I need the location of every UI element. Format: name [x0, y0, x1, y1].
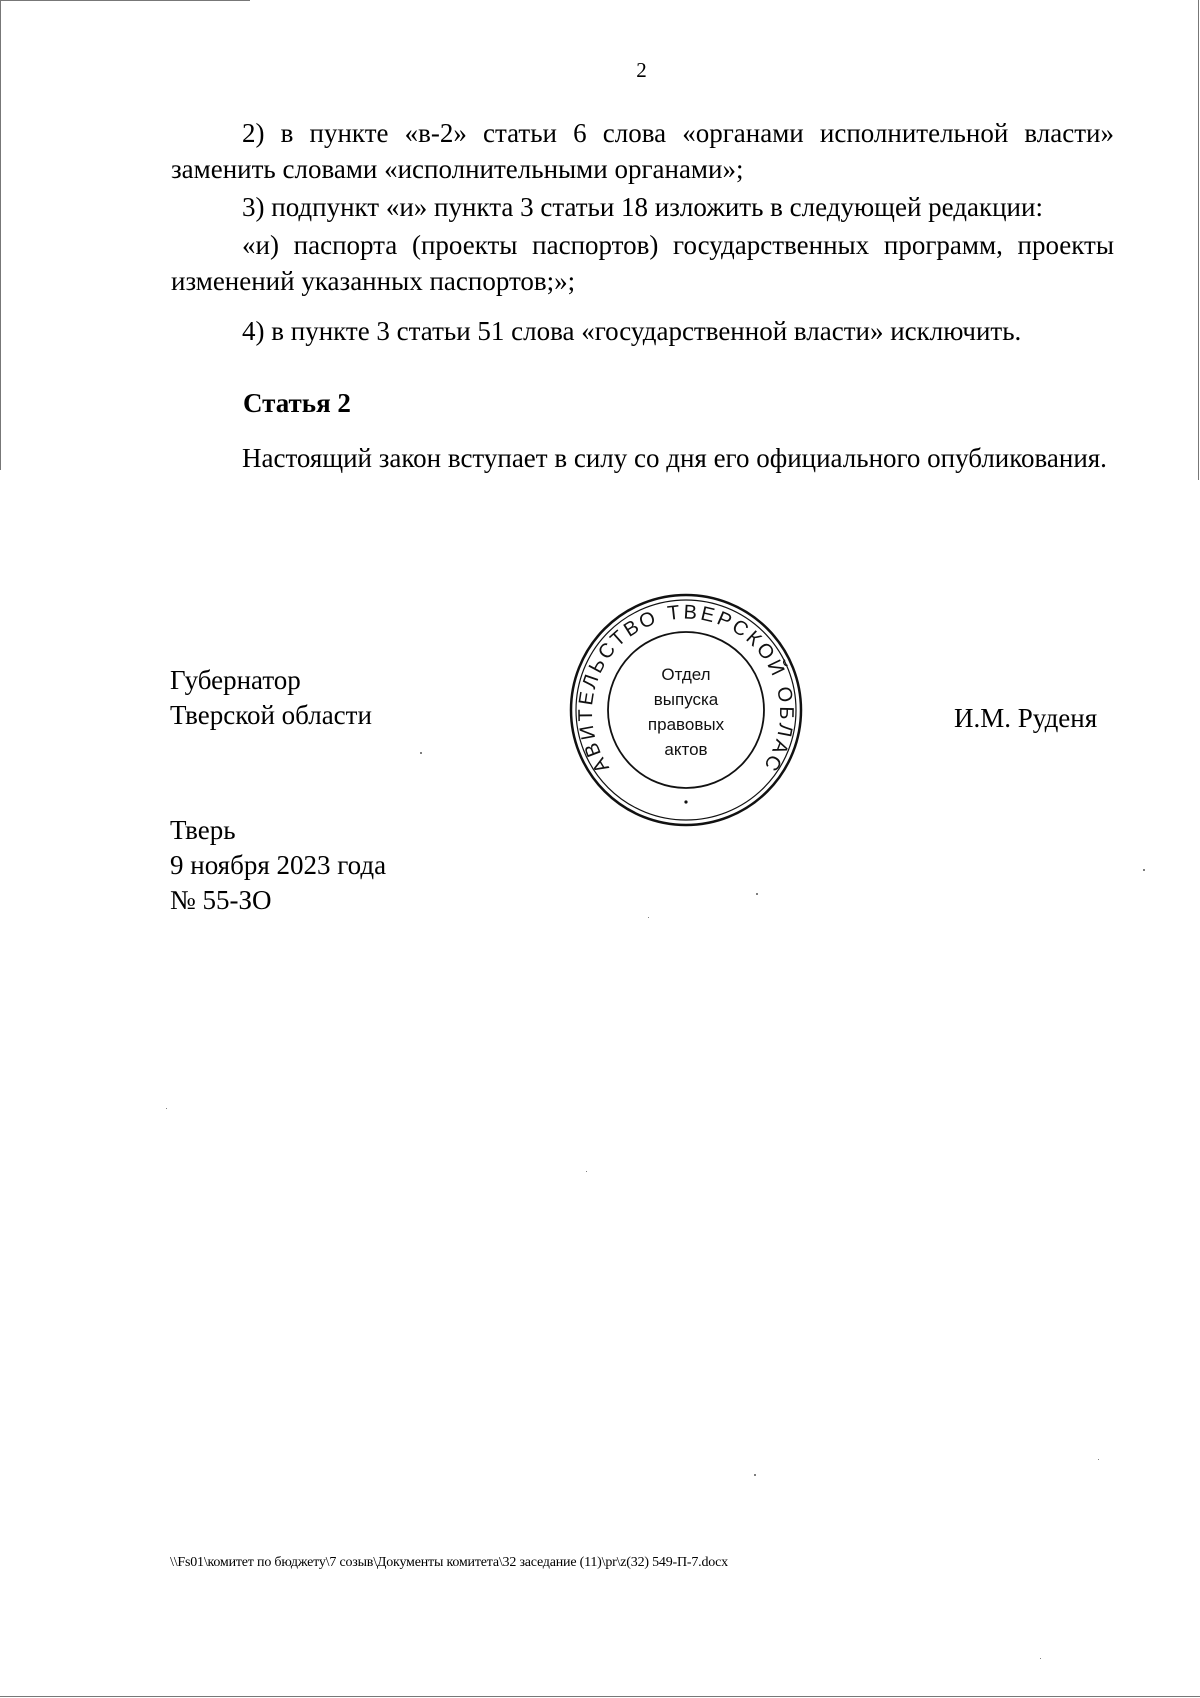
place-date-number — [170, 813, 386, 918]
footer-file-path: \\Fs01\комитет по бюджету\7 созыв\Документы комитета\32 заседание (11)\pr\z(32) 549-П-7.docx — [170, 1555, 728, 1570]
stamp-ring-text: АВИТЕЛЬСТВО ТВЕРСКОЙ ОБЛАС — [574, 601, 798, 777]
amendment-item-3: 3) подпункт «и» пункта 3 статьи 18 изложить в следующей редакции: — [242, 192, 1043, 222]
signer-position-line2: Тверской области — [170, 700, 372, 730]
city: Тверь — [170, 815, 236, 845]
law-date: 9 ноября 2023 года — [170, 850, 387, 880]
amendment-item-2: 2) в пункте «в-2» статьи 6 слова «органами исполнительной власти» заменить словами «исполнительными органами»; — [171, 118, 1114, 184]
scan-speck — [648, 917, 649, 918]
stamp-center-line: Отдел — [661, 665, 711, 684]
amendments-list — [171, 115, 1114, 349]
page-number: 2 — [636, 58, 647, 82]
scan-speck — [754, 1474, 756, 1476]
scan-edge-bottom — [0, 1696, 1200, 1697]
article-text: Настоящий закон вступает в силу со дня его официального опубликования. — [242, 443, 1107, 473]
article-heading: Статья 2 — [243, 388, 351, 418]
scan-speck — [166, 1108, 167, 1109]
amendment-item-4: 4) в пункте 3 статьи 51 слова «государственной власти» исключить. — [242, 316, 1022, 346]
signer-name: И.М. Руденя — [954, 703, 1098, 733]
stamp-center-line: правовых — [647, 715, 725, 734]
amendment-item-3-text: «и) паспорта (проекты паспортов) государственных программ, проекты изменений указанных паспортов;»; — [171, 230, 1114, 296]
scan-edge-top — [0, 0, 250, 1]
scan-speck — [420, 752, 422, 754]
scan-speck — [756, 893, 758, 895]
official-stamp — [568, 592, 804, 828]
stamp-center-line: выпуска — [653, 690, 719, 709]
scan-speck — [1143, 869, 1145, 871]
law-number: № 55-ЗО — [170, 885, 272, 915]
scan-speck — [1098, 1459, 1099, 1460]
scan-speck — [586, 1171, 587, 1172]
stamp-center-line: актов — [664, 740, 708, 759]
article-body — [171, 440, 1114, 476]
signer-position — [170, 663, 372, 733]
stamp-center-text — [568, 662, 804, 762]
scan-speck — [1040, 1658, 1041, 1659]
signer-position-line1: Губернатор — [170, 665, 301, 695]
